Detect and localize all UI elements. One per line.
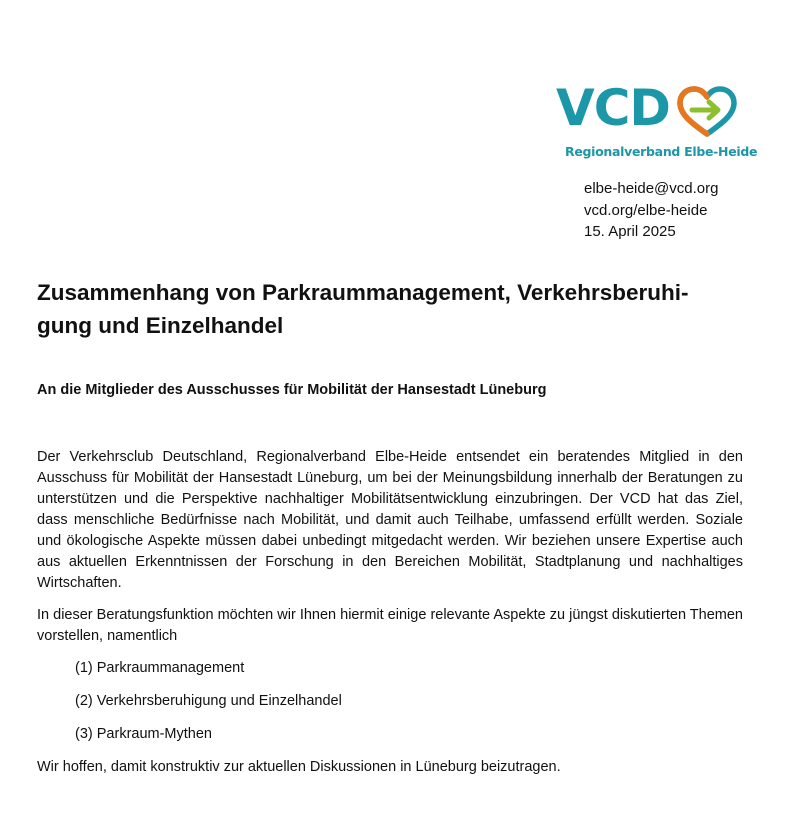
heart-arrow-icon xyxy=(676,86,738,138)
list-item: (2) Verkehrsberuhigung und Einzelhandel xyxy=(75,693,342,709)
logo-subtitle: Regionalverband Elbe-Heide xyxy=(565,144,758,159)
recipient-heading: An die Mitglieder des Ausschusses für Mobilität der Hansestadt Lüneburg xyxy=(37,382,547,398)
website-address: vcd.org/elbe-heide xyxy=(584,201,708,219)
closing-paragraph: Wir hoffen, damit konstruktiv zur aktuellen Diskussionen in Lüneburg beizutragen. xyxy=(37,759,561,775)
contact-block xyxy=(584,178,718,243)
vcd-logo xyxy=(556,79,758,160)
topics-intro-paragraph: In dieser Beratungsfunktion möchten wir Ihnen hiermit einige relevante Aspekte zu jüngst diskutierten Themen vorstellen, namentlich xyxy=(37,607,743,644)
logo-wordmark: VCD xyxy=(556,79,670,137)
document-title: Zusammenhang von Parkraummanagement, Verkehrsberuhi- gung und Einzelhandel xyxy=(37,280,689,338)
letter-body xyxy=(37,447,743,789)
list-item: (1) Parkraummanagement xyxy=(75,660,245,676)
document-date: 15. April 2025 xyxy=(584,223,676,240)
topics-list xyxy=(37,658,743,745)
intro-paragraph: Der Verkehrsclub Deutschland, Regionalverband Elbe-Heide entsendet ein beratendes Mitglied in den Ausschuss für Mobilität der Hansestadt Lüneburg, um bei der Meinungsbildung innerhalb der Beratungen zu unterstützen und die Perspektive nachhaltiger Mobilitätsentwicklung einzubringen. Der VCD hat das Ziel, dass menschliche Bedürfnisse nach Mobilität, und damit auch Teilhabe, umfassend erfüllt werden. Soziale und ökologische Aspekte müssen dabei unbedingt mitgedacht werden. Wir beziehen unsere Expertise auch aus aktuellen Erkenntnissen der Forschung in den Bereichen Mobilität, Stadtplanung und nachhaltiges Wirtschaften. xyxy=(37,449,743,591)
list-item: (3) Parkraum-Mythen xyxy=(75,726,212,742)
email-address: elbe-heide@vcd.org xyxy=(584,180,719,197)
